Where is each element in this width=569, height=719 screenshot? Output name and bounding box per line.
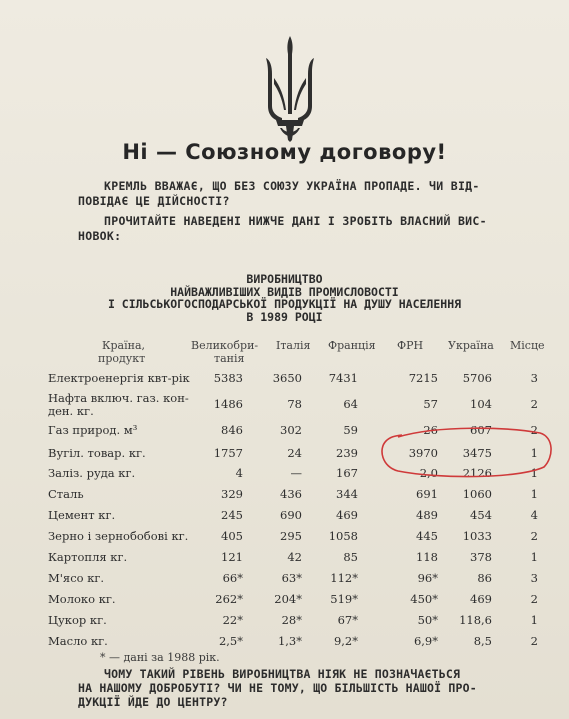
instruction-line-1: ПРОЧИТАЙТЕ НАВЕДЕНІ НИЖЧЕ ДАНІ І ЗРОБІТЬ ВЛАСНИЙ ВИС-	[104, 214, 487, 228]
table-cell-fr: 67*	[337, 613, 358, 627]
table-cell-fr: 1058	[328, 529, 358, 543]
closing-paragraph	[78, 667, 548, 709]
table-cell-ua: 469	[470, 592, 492, 606]
table-cell-frg: 445	[416, 529, 438, 543]
header-great-britain-line-1: Великобри-	[191, 339, 259, 352]
table-cell-ua: 8,5	[473, 634, 492, 648]
table-cell-uk: 245	[221, 508, 243, 522]
table-heading-line-3: І СІЛЬСЬКОГОСПОДАРСЬКОЇ ПРОДУКЦІЇ НА ДУШУ НАСЕЛЕННЯ	[107, 297, 462, 311]
header-italy: Італія	[276, 339, 311, 352]
row-label: Цукор кг.	[48, 613, 107, 627]
table-cell-place: 3	[530, 571, 538, 585]
table-heading	[0, 273, 569, 323]
table-cell-it: 1,3*	[277, 634, 302, 648]
table-cell-it: —	[290, 466, 302, 480]
table-cell-frg: 691	[416, 487, 438, 501]
header-great-britain-line-2: танія	[214, 352, 245, 365]
table-cell-frg: 450*	[410, 592, 438, 606]
table-cell-uk: 1757	[213, 446, 243, 460]
table-cell-uk: 2,5*	[218, 634, 243, 648]
table-cell-it: 204*	[274, 592, 302, 606]
table-cell-place: 1	[530, 446, 538, 460]
row-label: Зерно і зернобобові кг.	[48, 529, 189, 543]
intro-paragraph	[78, 179, 548, 209]
table-cell-ua: 3475	[462, 446, 492, 460]
intro-line-2: ПОВІДАЄ ЦЕ ДІЙСНОСТІ?	[78, 194, 230, 208]
table-cell-it: 690	[280, 508, 302, 522]
table-cell-ua: 5706	[462, 371, 492, 385]
table-cell-it: 63*	[281, 571, 302, 585]
table-cell-uk: 66*	[222, 571, 243, 585]
table-cell-place: 2	[530, 397, 538, 411]
header-frg: ФРН	[397, 339, 424, 352]
table-cell-place: 1	[530, 487, 538, 501]
table-heading-line-2: НАЙВАЖЛИВІШИХ ВИДІВ ПРОМИСЛОВОСТІ	[170, 284, 399, 299]
table-cell-ua: 118,6	[459, 613, 492, 627]
table-cell-frg: 96*	[417, 571, 438, 585]
table-cell-ua: 1033	[462, 529, 492, 543]
row-label: Електроенергія квт-рік	[48, 371, 190, 385]
table-cell-place: 2	[530, 592, 538, 606]
row-label: Молоко кг.	[48, 592, 116, 606]
row-label: Вугіл. товар. кг.	[48, 446, 146, 460]
table-cell-frg: 57	[423, 397, 438, 411]
table-cell-it: 302	[280, 423, 302, 437]
table-cell-frg: 3970	[408, 446, 438, 460]
table-cell-fr: 112*	[330, 571, 358, 585]
row-label: Картопля кг.	[48, 550, 128, 564]
table-cell-fr: 9,2*	[333, 634, 358, 648]
table-cell-fr: 167	[336, 466, 358, 480]
table-cell-fr: 344	[336, 487, 358, 501]
table-cell-uk: 846	[221, 423, 243, 437]
table-cell-ua: 2126	[462, 466, 492, 480]
row-label: Заліз. руда кг.	[48, 466, 136, 480]
row-label: Цемент кг.	[48, 508, 116, 522]
table-cell-place: 2	[530, 423, 538, 437]
table-cell-frg: 26	[423, 423, 438, 437]
row-label: Масло кг.	[48, 634, 108, 648]
instruction-paragraph	[78, 214, 548, 244]
table-cell-it: 3650	[272, 371, 302, 385]
table-cell-frg: 6,9*	[413, 634, 438, 648]
table-heading-line-4: В 1989 РОЦІ	[246, 309, 323, 324]
intro-line-1: КРЕМЛЬ ВВАЖАЄ, ЩО БЕЗ СОЮЗУ УКРАЇНА ПРОПАДЕ. ЧИ ВІД-	[104, 179, 480, 193]
table-cell-frg: 50*	[417, 613, 438, 627]
table-cell-fr: 85	[343, 550, 358, 564]
table-cell-uk: 121	[221, 550, 243, 564]
header-france: Франція	[328, 339, 376, 352]
table-cell-frg: 118	[416, 550, 438, 564]
table-cell-place: 1	[530, 550, 538, 564]
table-cell-place: 1	[530, 613, 538, 627]
closing-line-2: НА НАШОМУ ДОБРОБУТІ? ЧИ НЕ ТОМУ, ЩО БІЛЬШІСТЬ НАШОЇ ПРО-	[78, 681, 477, 695]
table-cell-ua: 86	[477, 571, 492, 585]
table-cell-frg: 7215	[408, 371, 438, 385]
hand-drawn-red-oval-marker	[378, 423, 554, 481]
page-title: Ні — Союзному договору!	[122, 140, 447, 164]
table-cell-fr: 7431	[328, 371, 358, 385]
table-cell-uk: 329	[221, 487, 243, 501]
table-cell-ua: 607	[470, 423, 492, 437]
table-cell-frg: 489	[416, 508, 438, 522]
table-cell-uk: 1486	[213, 397, 243, 411]
table-cell-place: 4	[530, 508, 538, 522]
table-cell-it: 28*	[281, 613, 302, 627]
table-cell-place: 2	[530, 529, 538, 543]
table-cell-ua: 454	[470, 508, 492, 522]
row-label-continued: ден. кг.	[48, 404, 94, 418]
table-cell-fr: 64	[343, 397, 358, 411]
table-cell-fr: 239	[336, 446, 358, 460]
table-cell-fr: 519*	[330, 592, 358, 606]
footnote: * — дані за 1988 рік.	[100, 651, 220, 664]
instruction-line-2: НОВОК:	[78, 229, 122, 243]
table-heading-line-1: ВИРОБНИЦТВО	[246, 272, 323, 286]
closing-line-1: ЧОМУ ТАКИЙ РІВЕНЬ ВИРОБНИЦТВА НІЯК НЕ ПОЗНАЧАЄТЬСЯ	[104, 667, 461, 681]
row-label: Газ природ. м³	[48, 423, 138, 437]
table-cell-it: 436	[280, 487, 302, 501]
header-product-line-1: Країна,	[102, 339, 146, 352]
table-cell-uk: 22*	[222, 613, 243, 627]
closing-line-3: ДУКЦІЇ ЙДЕ ДО ЦЕНТРУ?	[78, 695, 228, 709]
table-cell-it: 295	[280, 529, 302, 543]
row-label: Сталь	[48, 487, 84, 501]
table-cell-ua: 1060	[462, 487, 492, 501]
table-cell-it: 42	[287, 550, 302, 564]
table-cell-uk: 4	[235, 466, 243, 480]
table-cell-place: 2	[530, 634, 538, 648]
row-label: М'ясо кг.	[48, 571, 105, 585]
table-cell-ua: 378	[470, 550, 492, 564]
table-cell-it: 24	[287, 446, 302, 460]
header-ukraine: Україна	[448, 339, 494, 352]
header-product-line-2: продукт	[98, 352, 146, 365]
row-label: Нафта включ. газ. кон-	[48, 391, 189, 405]
table-cell-uk: 262*	[215, 592, 243, 606]
table-cell-fr: 59	[343, 423, 358, 437]
table-cell-uk: 5383	[213, 371, 243, 385]
table-cell-fr: 469	[336, 508, 358, 522]
header-place: Місце	[510, 339, 545, 352]
table-cell-ua: 104	[470, 397, 492, 411]
table-cell-place: 3	[530, 371, 538, 385]
trident-emblem-icon	[262, 34, 318, 144]
table-cell-it: 78	[287, 397, 302, 411]
table-cell-frg: 2,0	[419, 466, 438, 480]
table-cell-place: 1	[530, 466, 538, 480]
table-cell-uk: 405	[221, 529, 243, 543]
